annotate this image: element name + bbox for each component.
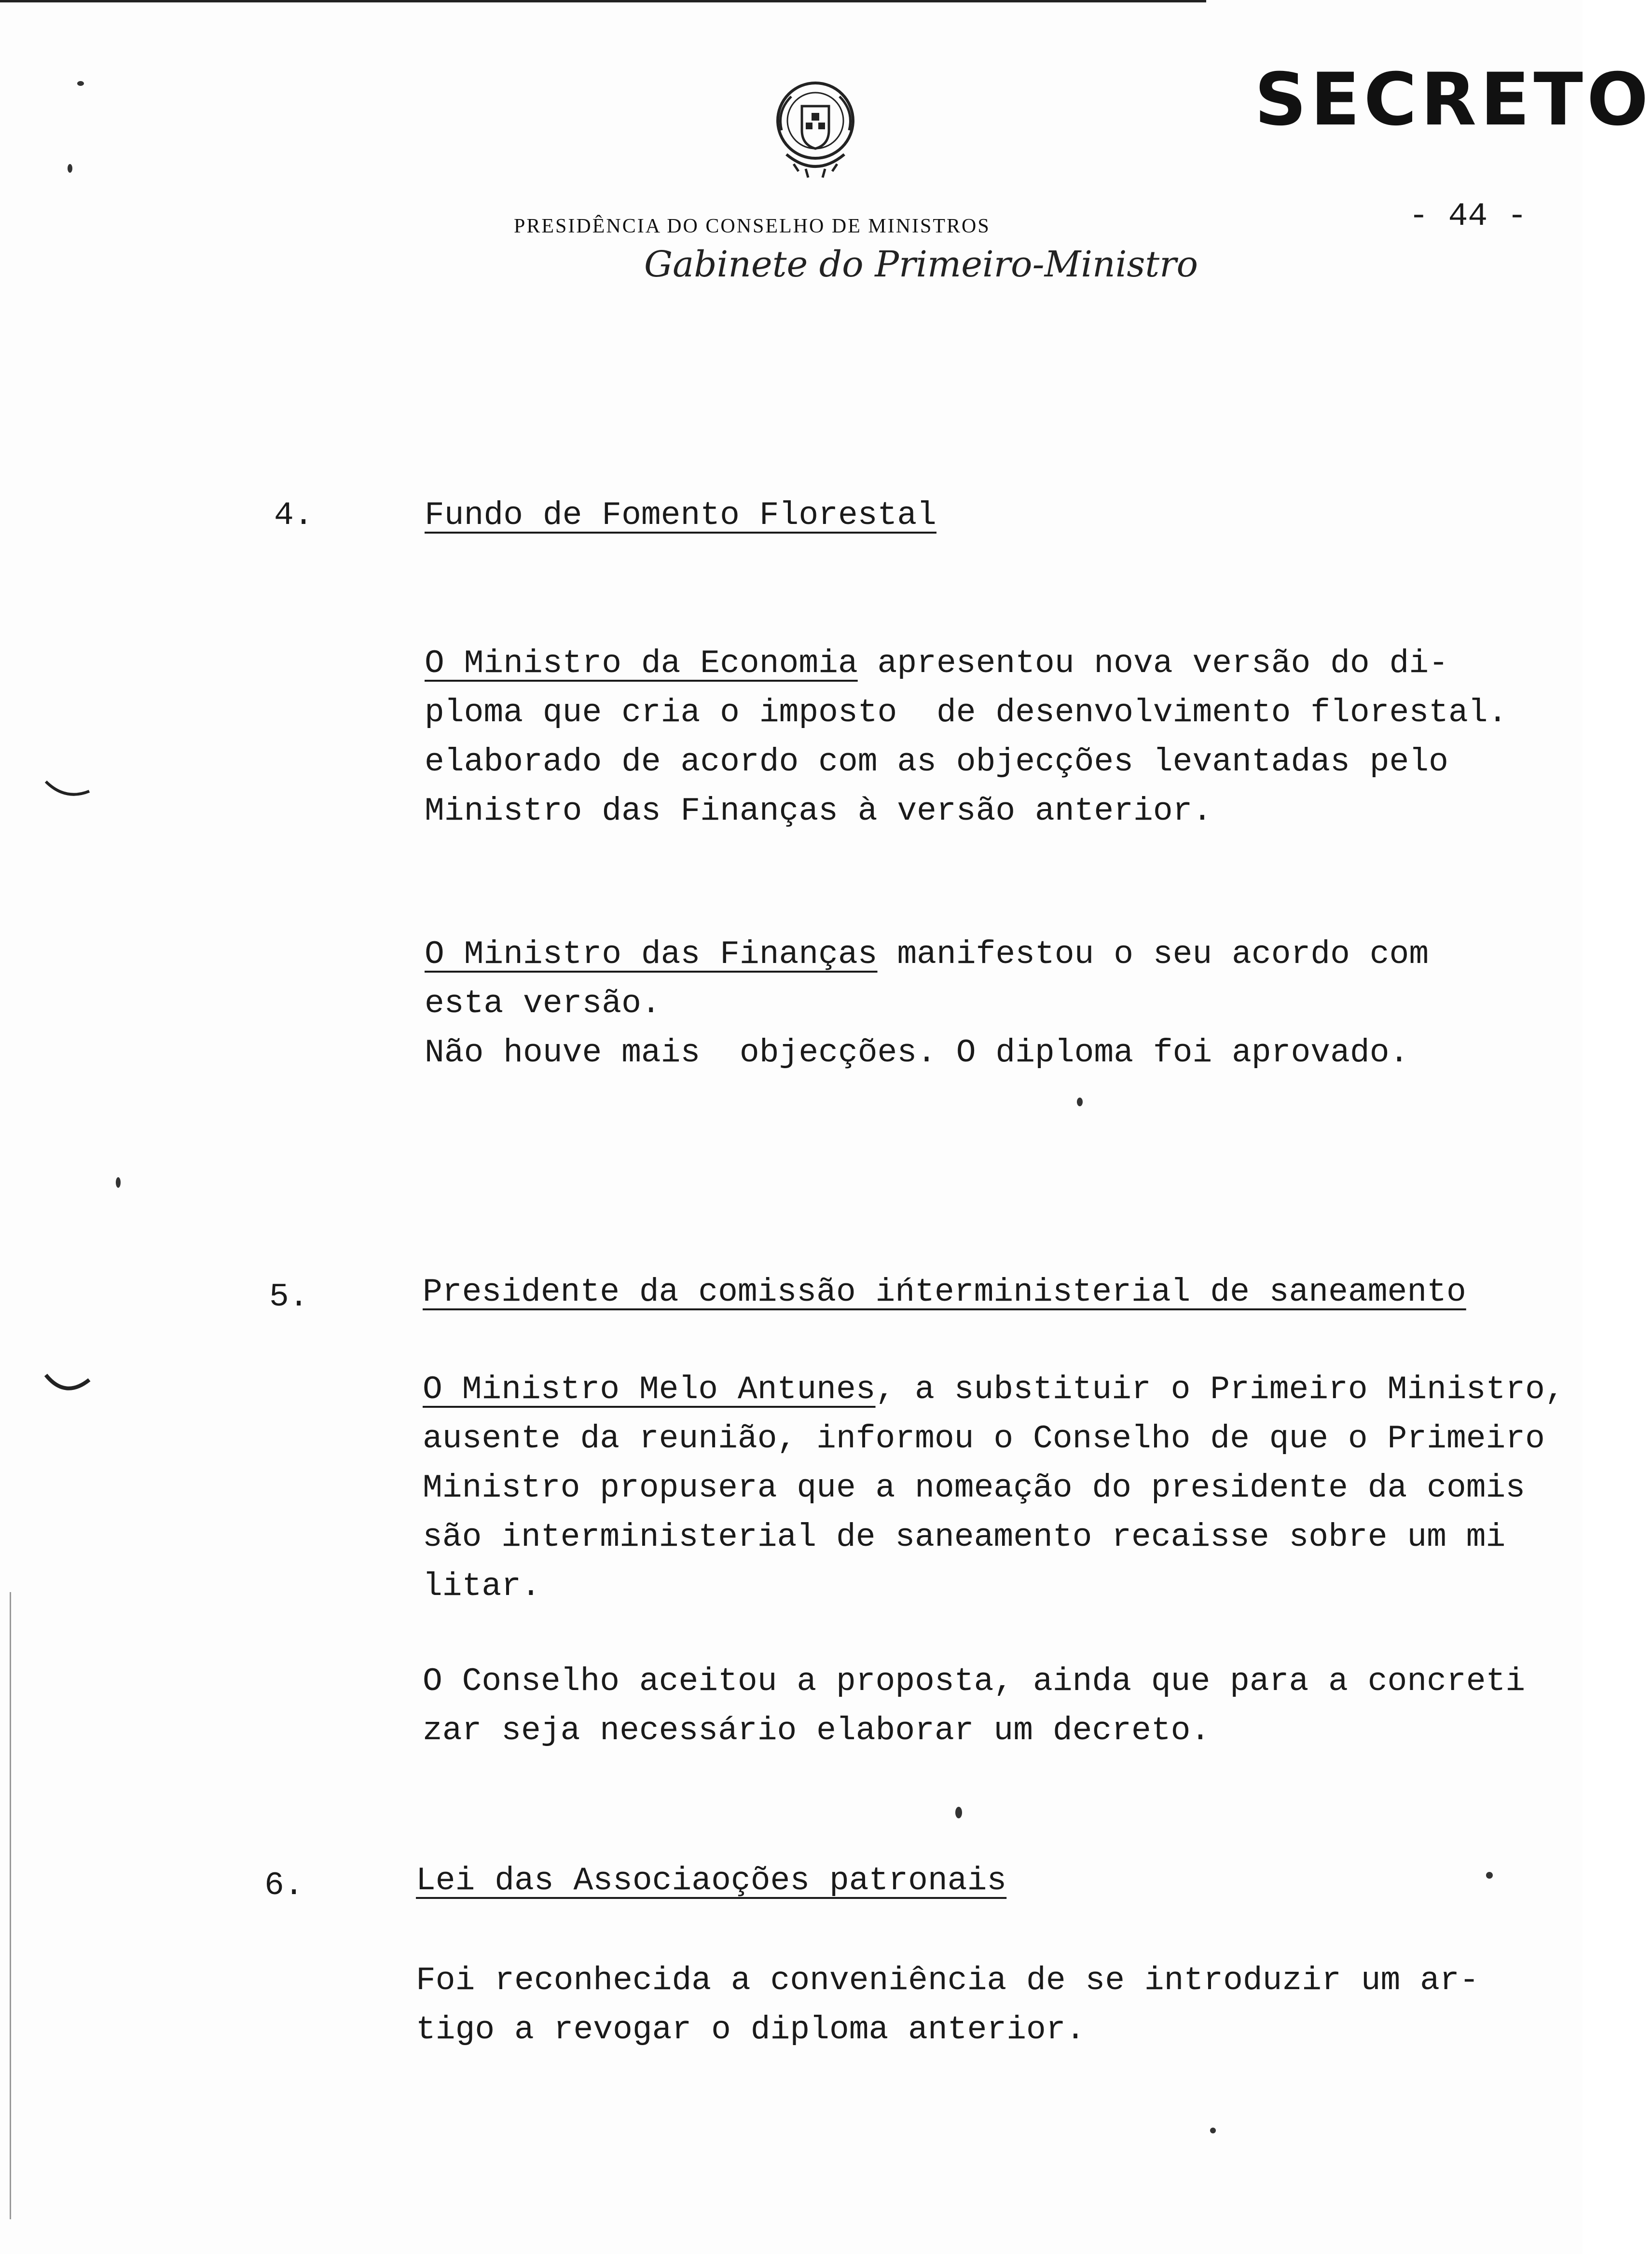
scan-speck (955, 1807, 962, 1818)
paragraph-line: Não houve mais objecções. O diploma foi aprovado. (425, 1034, 1409, 1072)
paragraph-line: apresentou nova versão do di- (857, 645, 1448, 682)
paragraph-line: zar seja necessário elaborar um decreto. (423, 1712, 1211, 1749)
paragraph-line: tigo a revogar o diploma anterior. (416, 2011, 1086, 2048)
paragraph-line: O Conselho aceitou a proposta, ainda que para a concreti (423, 1663, 1526, 1700)
paragraph-lead: O Ministro da Economia (425, 645, 858, 682)
paragraph-line: manifestou o seu acordo com (877, 936, 1429, 973)
scan-speck (116, 1177, 121, 1188)
paragraph-line: , a substituir o Primeiro Ministro, (875, 1371, 1565, 1408)
page-number: - 44 - (1409, 198, 1527, 235)
institution-header: PRESIDÊNCIA DO CONSELHO DE MINISTROS (514, 215, 991, 237)
paragraph (423, 1657, 1525, 1756)
paragraph-line: são interministerial de saneamento recaisse sobre um mi (423, 1519, 1506, 1556)
classification-stamp: SECRETO (1254, 58, 1652, 142)
paragraph (425, 639, 1507, 836)
paragraph-line: Ministro propusera que a nomeação do presidente da comis (423, 1470, 1526, 1507)
top-rule (0, 0, 1206, 2)
scan-speck (77, 81, 84, 86)
scan-speck (1210, 2128, 1216, 2133)
paragraph-line: litar. (423, 1568, 541, 1605)
section-number: 5. (269, 1278, 309, 1316)
section-title: Presidente da comissão ińterministerial de saneamento (423, 1274, 1466, 1311)
scan-edge-line (10, 1592, 11, 2219)
coat-of-arms-icon (767, 72, 864, 193)
paragraph-line: Foi reconhecida a conveniência de se introduzir um ar- (416, 1962, 1479, 1999)
scan-curve-mark (43, 1370, 92, 1399)
scan-speck (1486, 1872, 1493, 1879)
scan-speck (1077, 1098, 1083, 1106)
paragraph-line: Ministro das Finanças à versão anterior. (425, 793, 1212, 830)
paragraph (423, 1365, 1565, 1611)
section-title: Lei das Associaoções patronais (416, 1862, 1007, 1899)
paragraph-line: ploma que cria o imposto de desenvolvimento florestal. (425, 694, 1508, 731)
paragraph-line: ausente da reunião, informou o Conselho de que o Primeiro (423, 1420, 1545, 1457)
paragraph-line: esta versão. (425, 985, 661, 1022)
paragraph-lead: O Ministro das Finanças (425, 936, 878, 973)
paragraph-line: elaborado de acordo com as objecções levantadas pelo (425, 743, 1448, 781)
section-title: Fundo de Fomento Florestal (425, 497, 936, 534)
paragraph (425, 930, 1429, 1078)
paragraph (416, 1956, 1479, 2055)
section-number: 6. (264, 1867, 304, 1904)
section-number: 4. (274, 497, 314, 534)
cabinet-handwritten-line: Gabinete do Primeiro-Ministro (644, 244, 1198, 285)
paragraph-lead: O Ministro Melo Antunes (423, 1371, 876, 1408)
scan-curve-mark (43, 772, 92, 801)
scan-speck (68, 164, 72, 173)
